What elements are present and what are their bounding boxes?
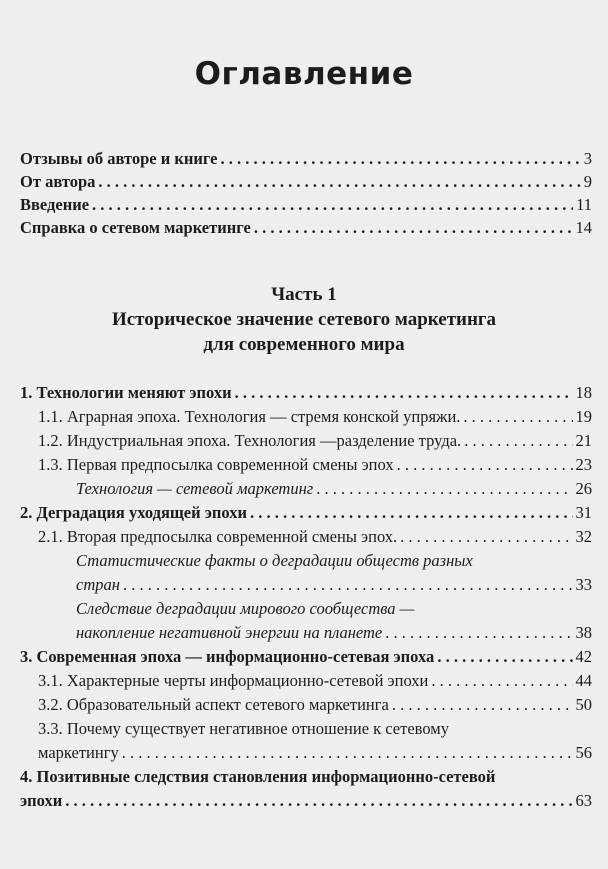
- toc-chapter-4: [20, 790, 592, 811]
- toc-page-number: 11: [576, 195, 592, 214]
- toc-section-2-1: [38, 526, 592, 547]
- toc-page-number: 38: [575, 623, 592, 642]
- toc-leader-dots: [98, 171, 580, 192]
- toc-entry-reviews: [20, 148, 592, 169]
- toc-entry-title: От автора: [20, 172, 96, 191]
- toc-section-3-2: [38, 694, 592, 715]
- toc-entry-title: 1. Технологии меняют эпохи: [20, 383, 232, 402]
- toc-entry-title: 1.1. Аграрная эпоха. Технология — стремя конской упряжи.: [38, 407, 461, 426]
- toc-page-number: 63: [575, 791, 592, 810]
- part-title-line1: Историческое значение сетевого маркетинга: [111, 309, 497, 330]
- toc-entry-intro: [20, 194, 592, 215]
- toc-leader-dots: [464, 430, 572, 451]
- toc-chapter-4-line1: 4. Позитивные следствия становления информационно-сетевой: [20, 767, 496, 786]
- toc-subsection-2-1-b-line1: Следствие деградации мирового сообщества —: [76, 599, 415, 618]
- toc-leader-dots: [92, 194, 573, 215]
- toc-leader-dots: [65, 790, 572, 811]
- toc-heading: Оглавление: [194, 56, 414, 92]
- toc-section-3-3: [38, 742, 592, 763]
- toc-leader-dots: [122, 742, 573, 763]
- toc-leader-dots: [400, 526, 572, 547]
- toc-section-1-2: [38, 430, 592, 451]
- toc-page-number: 18: [575, 383, 592, 402]
- toc-page-number: 31: [575, 503, 592, 522]
- toc-entry-title: эпохи: [20, 791, 63, 810]
- toc-leader-dots: [437, 646, 572, 667]
- toc-leader-dots: [392, 694, 573, 715]
- toc-leader-dots: [123, 574, 573, 595]
- toc-leader-dots: [463, 406, 572, 427]
- toc-page-number: 23: [575, 455, 592, 474]
- toc-page-number: 42: [575, 647, 592, 666]
- toc-chapter-1: [20, 382, 592, 403]
- toc-entry-title: 3.2. Образовательный аспект сетевого маркетинга: [38, 695, 389, 714]
- toc-page-number: 19: [575, 407, 592, 426]
- toc-page-number: 32: [575, 527, 592, 546]
- toc-page-number: 14: [575, 218, 592, 237]
- part-number: Часть 1: [271, 284, 337, 305]
- toc-entry-title: 2.1. Вторая предпосылка современной смены эпох.: [38, 527, 398, 546]
- toc-subsection-2-1-a: [76, 574, 592, 595]
- toc-section-1-1: [38, 406, 592, 427]
- toc-leader-dots: [235, 382, 573, 403]
- toc-entry-title: стран: [76, 575, 120, 594]
- part-title-line2: для современного мира: [203, 334, 405, 355]
- toc-subsection-2-1-a-line1: Статистические факты о деградации обществ разных: [76, 551, 473, 570]
- toc-page-number: 21: [575, 431, 592, 450]
- toc-page-number: 56: [575, 743, 592, 762]
- toc-section-3-3-line1: 3.3. Почему существует негативное отношение к сетевому: [38, 719, 449, 738]
- toc-entry-author: [20, 171, 592, 192]
- toc-leader-dots: [250, 502, 573, 523]
- toc-chapter-3: [20, 646, 592, 667]
- toc-entry-title: накопление негативной энергии на планете: [76, 623, 383, 642]
- toc-entry-title: 3. Современная эпоха — информационно-сетевая эпоха: [20, 647, 435, 666]
- toc-entry-title: Технология — сетевой маркетинг: [76, 479, 314, 498]
- toc-leader-dots: [220, 148, 580, 169]
- toc-entry-title: Справка о сетевом маркетинге: [20, 218, 251, 237]
- toc-entry-title: 1.2. Индустриальная эпоха. Технология —разделение труда.: [38, 431, 462, 450]
- toc-entry-title: Отзывы об авторе и книге: [20, 149, 218, 168]
- toc-chapter-2: [20, 502, 592, 523]
- toc-entry-title: Введение: [20, 195, 90, 214]
- toc-entry-title: маркетингу: [38, 743, 119, 762]
- toc-leader-dots: [431, 670, 572, 691]
- toc-page-number: 3: [583, 149, 592, 168]
- toc-entry-title: 2. Деградация уходящей эпохи: [20, 503, 247, 522]
- toc-entry-title: 1.3. Первая предпосылка современной смены эпох: [38, 455, 394, 474]
- toc-leader-dots: [385, 622, 572, 643]
- toc-subsection-2-1-b: [76, 622, 592, 643]
- toc-page-number: 50: [575, 695, 592, 714]
- toc-section-1-3: [38, 454, 592, 475]
- toc-page-number: 26: [575, 479, 592, 498]
- toc-leader-dots: [254, 217, 573, 238]
- toc-page-number: 44: [575, 671, 592, 690]
- toc-subsection-1-3-a: [76, 478, 592, 499]
- toc-entry-reference: [20, 217, 592, 238]
- toc-entry-title: 3.1. Характерные черты информационно-сетевой эпохи: [38, 671, 429, 690]
- toc-page-number: 9: [583, 172, 592, 191]
- toc-leader-dots: [397, 454, 573, 475]
- toc-page-number: 33: [575, 575, 592, 594]
- toc-leader-dots: [316, 478, 572, 499]
- toc-section-3-1: [38, 670, 592, 691]
